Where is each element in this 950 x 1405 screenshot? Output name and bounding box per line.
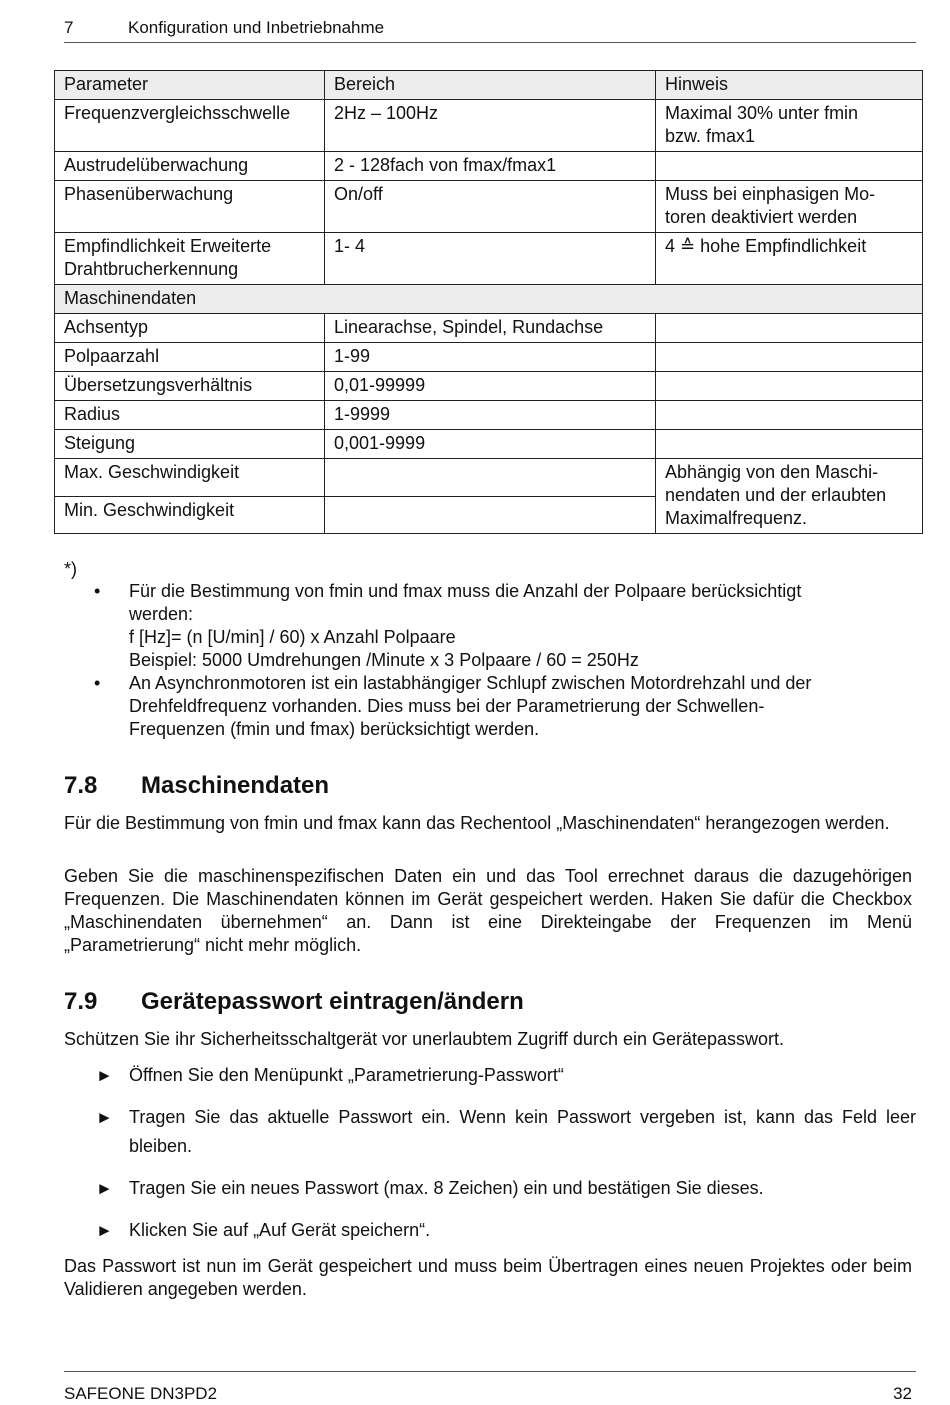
section-heading	[64, 988, 524, 1016]
parameter-cell: Steigung	[55, 430, 325, 459]
page-header	[64, 16, 916, 43]
table-row	[55, 152, 923, 181]
footnote-block	[64, 558, 916, 741]
parameter-cell: Austrudelüberwachung	[55, 152, 325, 181]
note-cell: 4 ≙ hohe Empfindlichkeit	[656, 233, 923, 285]
range-cell: 2 - 128fach von fmax/fmax1	[325, 152, 656, 181]
parameter-cell: Radius	[55, 401, 325, 430]
list-item: ► Tragen Sie ein neues Passwort (max. 8 Zeichen) ein und bestätigen Sie dieses.	[64, 1174, 916, 1203]
table-section-row	[55, 285, 923, 314]
range-cell: 1-9999	[325, 401, 656, 430]
note-cell	[656, 314, 923, 343]
list-item: • Für die Bestimmung von fmin und fmax muss die Anzahl der Polpaare berücksichtigt werden: f [Hz]= (n [U/min] / 60) x Anzahl Polpaare Beispiel: 5000 Umdrehungen /Minute x 3 Polpaare / 60 = 250Hz	[94, 581, 802, 670]
parameter-table	[54, 70, 923, 534]
range-cell: 2Hz – 100Hz	[325, 100, 656, 152]
chapter-number: 7	[64, 18, 74, 37]
parameter-cell: Max. Geschwindigkeit	[55, 459, 325, 497]
range-cell	[325, 459, 656, 497]
section-title: Maschinendaten	[141, 772, 330, 799]
range-cell: 1- 4	[325, 233, 656, 285]
paragraph: Das Passwort ist nun im Gerät gespeichert und muss beim Übertragen eines neuen Projektes oder beim Validieren angegeben werden.	[64, 1256, 912, 1299]
table-row	[55, 372, 923, 401]
column-header: Parameter	[55, 71, 325, 100]
arrow-icon: ►	[96, 1179, 113, 1198]
paragraph: Schützen Sie ihr Sicherheitsschaltgerät vor unerlaubtem Zugriff durch ein Gerätepasswort.	[64, 1029, 785, 1049]
note-cell	[656, 152, 923, 181]
range-cell: 0,01-99999	[325, 372, 656, 401]
list-item: ► Tragen Sie das aktuelle Passwort ein. Wenn kein Passwort vergeben ist, kann das Feld leer bleiben.	[64, 1103, 916, 1161]
page-footer	[64, 1371, 916, 1403]
column-header: Bereich	[325, 71, 656, 100]
arrow-icon: ►	[96, 1066, 113, 1085]
chapter-title: Konfiguration und Inbetriebnahme	[128, 18, 385, 37]
table-row	[55, 314, 923, 343]
arrow-icon: ►	[96, 1221, 113, 1240]
range-cell: 0,001-9999	[325, 430, 656, 459]
parameter-cell: Phasenüberwachung	[55, 181, 325, 233]
list-item: ► Klicken Sie auf „Auf Gerät speichern“.	[64, 1216, 916, 1245]
note-cell: Muss bei einphasigen Mo- toren deaktiviert werden	[656, 181, 923, 233]
range-cell	[325, 496, 656, 534]
table-row	[55, 100, 923, 152]
list-item: • An Asynchronmotoren ist ein lastabhängiger Schlupf zwischen Motordrehzahl und der Drehfeldfrequenz vorhanden. Dies muss bei der Parametrierung der Schwellen- Frequenzen (fmin und fmax) berücksichtigt werden.	[94, 673, 812, 739]
footnote-list	[64, 580, 916, 741]
parameter-cell: Achsentyp	[55, 314, 325, 343]
range-cell: On/off	[325, 181, 656, 233]
table-row	[55, 343, 923, 372]
section-cell: Maschinendaten	[55, 285, 923, 314]
bullet-icon: •	[94, 673, 101, 693]
parameter-cell: Min. Geschwindigkeit	[55, 496, 325, 534]
note-cell: Maximal 30% unter fmin bzw. fmax1	[656, 100, 923, 152]
paragraph: Geben Sie die maschinenspezifischen Daten ein und das Tool errechnet daraus die dazugehörigen Frequenzen. Die Maschinendaten können im Gerät gespeichert werden. Haken Sie dafür die Checkbox „Maschinendaten übernehmen“ an. Dann ist eine Direkteingabe der Frequenzen im Menü „Parametrierung“ nicht mehr möglich.	[64, 866, 912, 955]
note-cell	[656, 401, 923, 430]
list-item: ► Öffnen Sie den Menüpunkt „Parametrierung-Passwort“	[64, 1061, 916, 1090]
table-row	[55, 233, 923, 285]
table-header-row	[55, 71, 923, 100]
table-row	[55, 459, 923, 497]
section-heading	[64, 772, 329, 800]
product-name: SAFEONE DN3PD2	[64, 1384, 218, 1403]
note-cell	[656, 372, 923, 401]
section-title: Gerätepasswort eintragen/ändern	[141, 988, 524, 1015]
table-row	[55, 181, 923, 233]
section-number: 7.8	[64, 772, 98, 799]
page-number: 32	[893, 1384, 912, 1403]
table-row	[55, 430, 923, 459]
footnote-marker: *)	[64, 559, 77, 579]
bullet-icon: •	[94, 581, 101, 601]
parameter-cell: Übersetzungsverhältnis	[55, 372, 325, 401]
parameter-cell: Frequenzvergleichsschwelle	[55, 100, 325, 152]
parameter-cell: Polpaarzahl	[55, 343, 325, 372]
table-row	[55, 401, 923, 430]
note-cell	[656, 343, 923, 372]
column-header: Hinweis	[656, 71, 923, 100]
range-cell: Linearachse, Spindel, Rundachse	[325, 314, 656, 343]
note-cell: Abhängig von den Maschi- nendaten und der erlaubten Maximalfrequenz.	[656, 459, 923, 534]
section-number: 7.9	[64, 988, 98, 1015]
paragraph: Für die Bestimmung von fmin und fmax kann das Rechentool „Maschinendaten“ herangezogen werden.	[64, 813, 890, 833]
note-cell	[656, 430, 923, 459]
range-cell: 1-99	[325, 343, 656, 372]
step-list	[64, 1061, 916, 1258]
parameter-cell: Empfindlichkeit Erweiterte Drahtbrucherkennung	[55, 233, 325, 285]
arrow-icon: ►	[96, 1108, 113, 1127]
